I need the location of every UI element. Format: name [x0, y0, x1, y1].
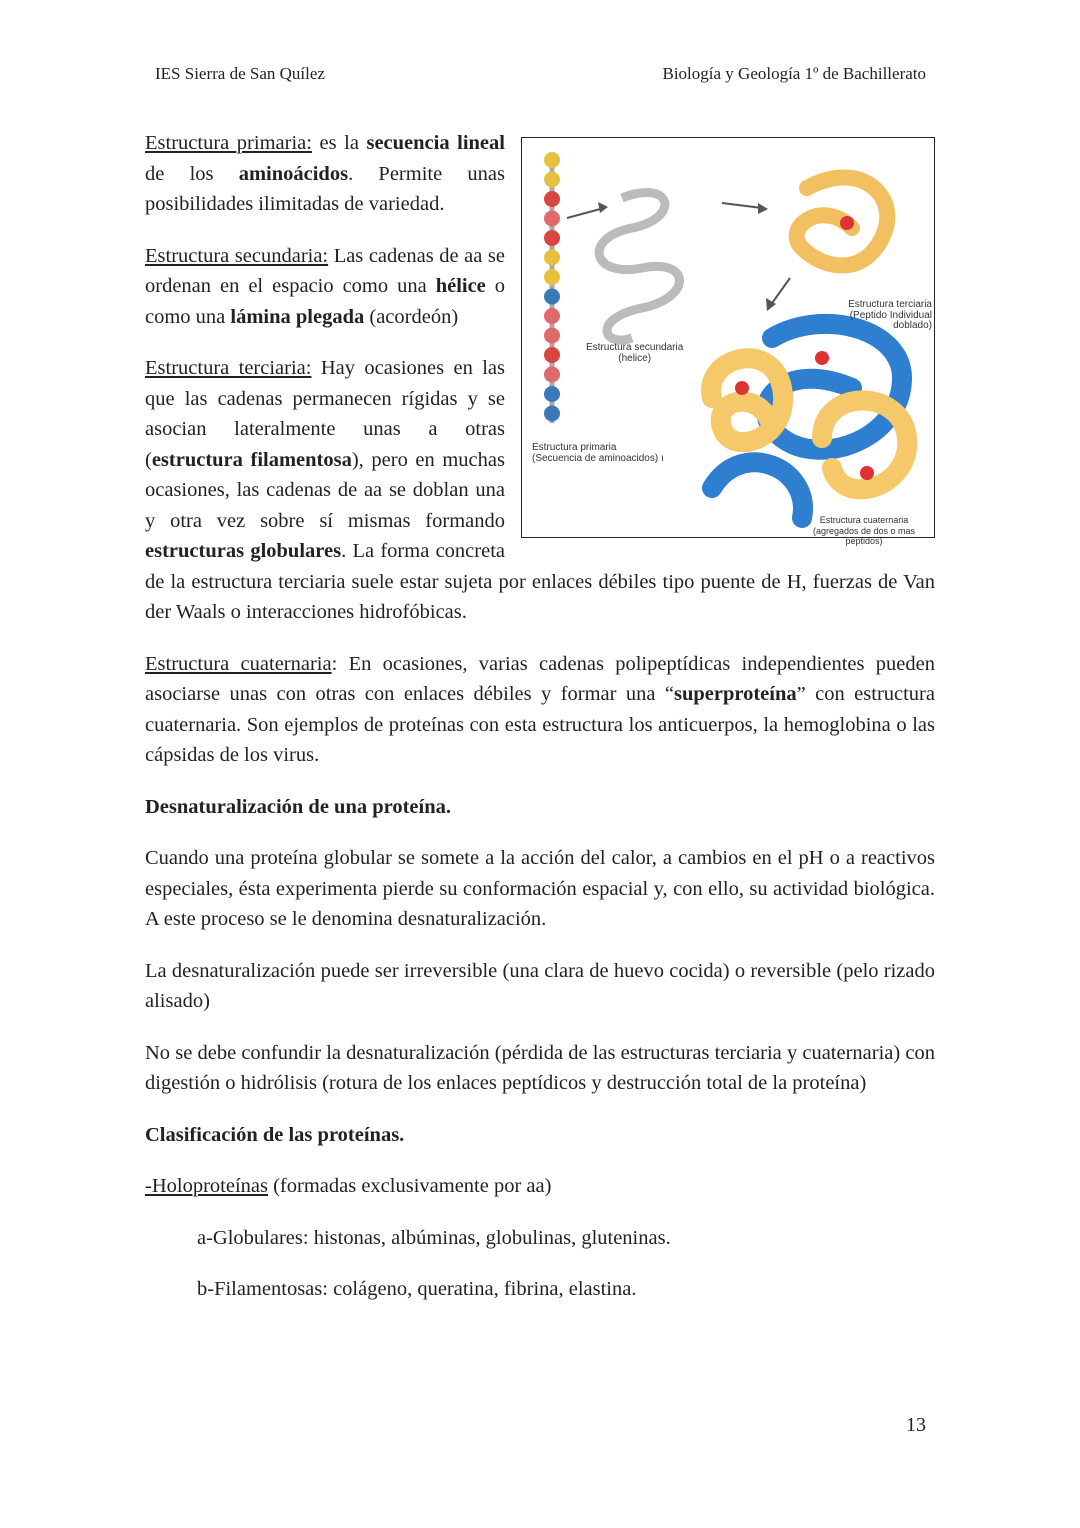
amino-acid-bead — [544, 289, 560, 305]
label-secundaria: Estructura secundaria (helice) — [586, 342, 684, 364]
amino-acid-bead — [544, 250, 560, 266]
text: ” con estructura cuaternaria. Son ejemplos de proteínas con esta estructura los anticuerpos, la hemoglobina o las cápsidas de los virus. — [145, 683, 935, 766]
bold-term: estructuras globulares — [145, 540, 342, 562]
paragraph-desnat-1: Cuando una proteína globular se somete a la acción del calor, a cambios en el pH o a reactivos especiales, ésta experimenta pierde su conformación espacial y, con ello, su actividad biológica. A este proceso se le denomina desnaturalización. — [145, 847, 935, 930]
amino-acid-bead — [544, 269, 560, 285]
text: Hay ocasiones en las que las cadenas permanecen rígidas y se asocian lateralmente unas a otras ( — [145, 357, 505, 471]
bold-term: secuencia lineal — [366, 132, 505, 154]
holoproteinas — [145, 1171, 935, 1202]
text: (formadas exclusivamente por aa) — [267, 1175, 552, 1197]
amino-acid-bead — [544, 211, 560, 227]
text: : En ocasiones, varias cadenas polipeptídicas independientes pueden asociarse unas con otras con enlaces débiles y formar una “ — [145, 652, 935, 705]
text: . Permite unas posibilidades ilimitadas de variedad. — [145, 162, 505, 215]
header-school: IES Sierra de San Quílez — [155, 64, 325, 83]
filamentosas-item: b-Filamentosas: colágeno, queratina, fibrina, elastina. — [197, 1278, 637, 1300]
heading-desnaturalizacion: Desnaturalización de una proteína. — [145, 795, 451, 818]
term: -Holoproteínas — [145, 1175, 268, 1197]
text: Las cadenas de aa se ordenan en el espacio como una — [145, 244, 505, 297]
amino-acid-bead — [544, 230, 560, 246]
amino-acid-bead — [544, 367, 560, 383]
term: Estructura secundaria: — [145, 244, 329, 267]
amino-acid-bead — [544, 328, 560, 344]
paragraph-cuaternaria — [145, 649, 935, 771]
bold-term: lámina plegada — [230, 305, 365, 328]
globulares-item: a-Globulares: histonas, albúminas, globulinas, gluteninas. — [197, 1226, 671, 1249]
text: . La forma concreta de la estructura terciaria suele estar sujeta por enlaces débiles tipo puente de H, fuerzas de Van der Waals o interacciones hidrofóbicas. — [145, 540, 935, 623]
label-primaria: Estructura primaria (Secuencia de aminoacidos) ı — [532, 442, 664, 464]
text: es la — [311, 132, 367, 154]
label-cuaternaria: Estructura cuaternaria (agregados de dos o mas peptidos) — [812, 515, 916, 546]
bold-term: estructura filamentosa — [151, 448, 352, 471]
header-subject: Biología y Geología 1º de Bachillerato — [662, 64, 926, 83]
page-number: 13 — [906, 1414, 926, 1436]
protein-structure-illustration — [522, 138, 934, 537]
text: ), pero en muchas ocasiones, las cadenas de aa se doblan una y otra vez sobre sí mismas formando — [145, 448, 505, 532]
protein-structure-figure — [521, 137, 935, 546]
bold-term: aminoácidos — [238, 162, 349, 185]
document-body — [145, 128, 935, 1326]
term: Estructura cuaternaria — [145, 652, 332, 675]
label-terciaria: Estructura terciaria (Peptido Individual doblado) — [848, 299, 932, 331]
amino-acid-bead — [544, 172, 560, 188]
bold-term: hélice — [435, 275, 486, 297]
text: de los — [145, 162, 239, 185]
heading-clasificacion: Clasificación de las proteínas. — [145, 1123, 405, 1146]
text: (acordeón) — [364, 305, 459, 328]
amino-acid-bead — [544, 386, 560, 402]
bold-term: superproteína — [674, 683, 797, 705]
amino-acid-bead — [544, 191, 560, 207]
amino-acid-bead — [544, 406, 560, 422]
text: o como una — [145, 275, 506, 328]
term: Estructura primaria: — [145, 132, 312, 154]
paragraph-desnat-2: La desnaturalización puede ser irreversible (una clara de huevo cocida) o reversible (pelo rizado alisado) — [145, 959, 935, 1012]
amino-acid-bead — [544, 152, 560, 168]
term: Estructura terciaria: — [145, 357, 312, 379]
paragraph-desnat-3: No se debe confundir la desnaturalización (pérdida de las estructuras terciaria y cuaternaria) con digestión o hidrólisis (rotura de los enlaces peptídicos y destrucción total de la proteína) — [145, 1041, 935, 1094]
amino-acid-bead — [544, 347, 560, 363]
amino-acid-bead — [544, 308, 560, 324]
